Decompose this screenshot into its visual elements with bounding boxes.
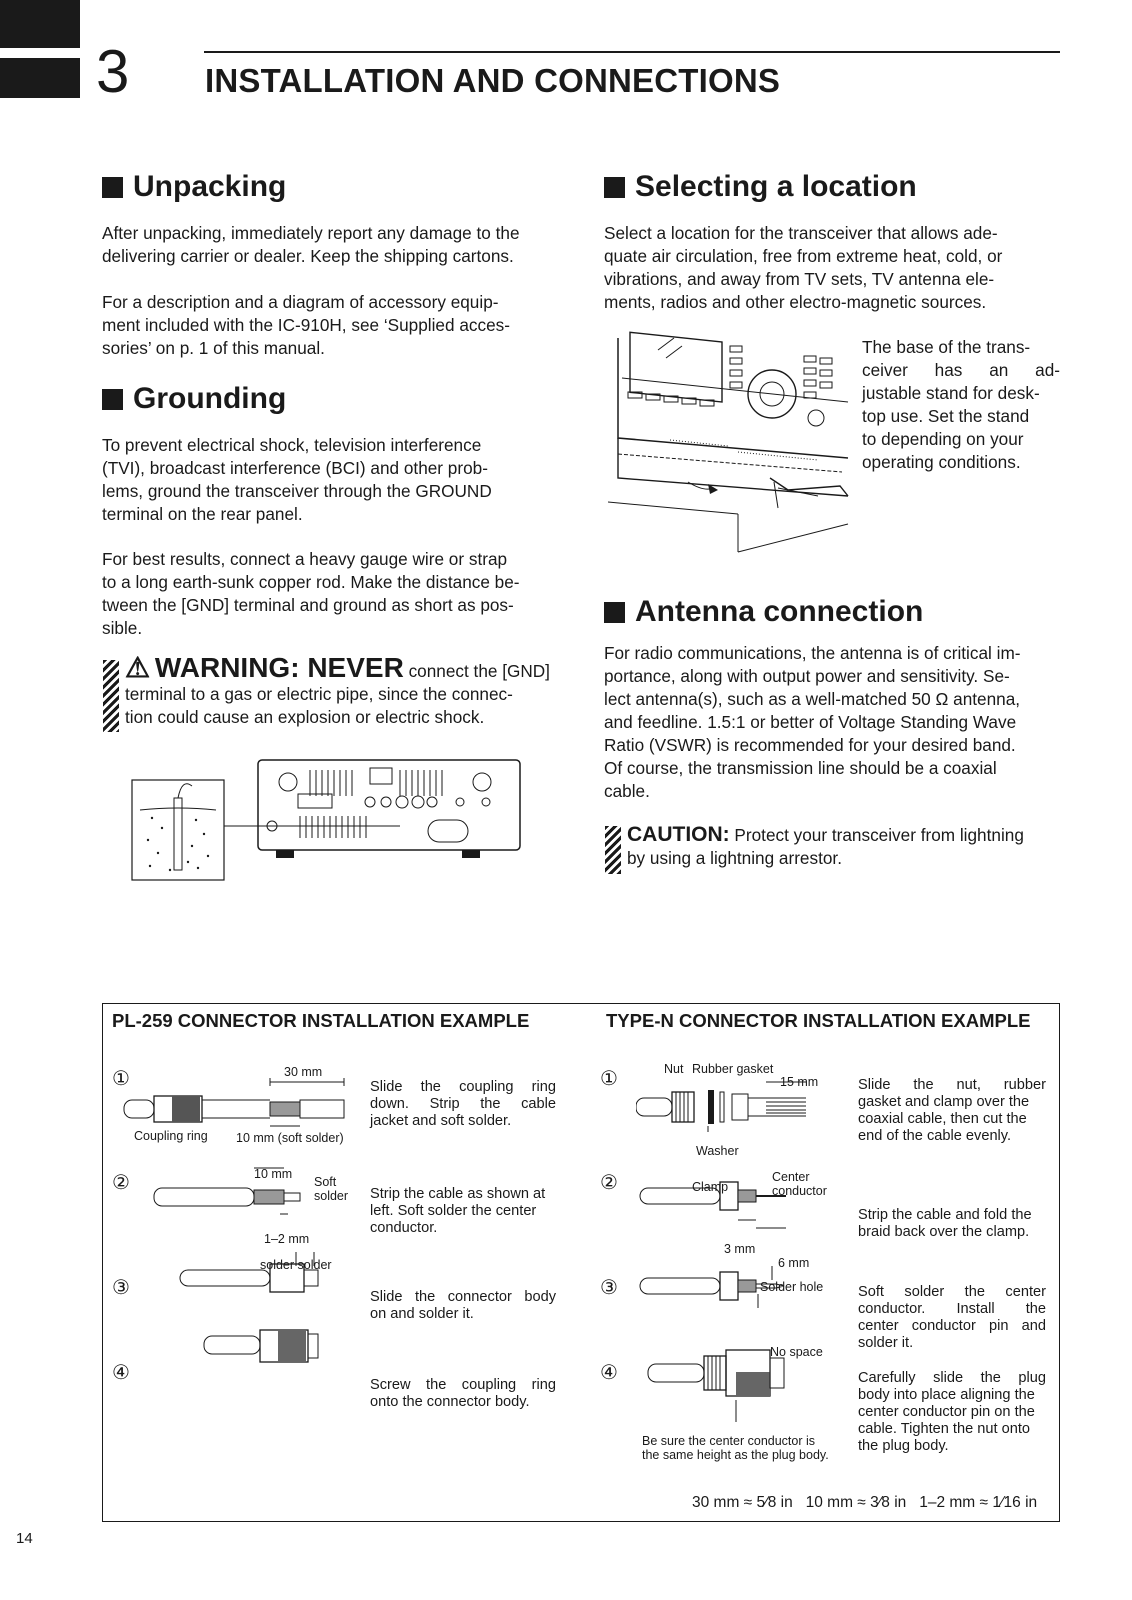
- page-number: 14: [16, 1530, 33, 1547]
- text-line: by using a lightning arrestor.: [627, 848, 842, 868]
- pl259-step-3-text: [370, 1289, 556, 1323]
- text-line: terminal on the rear panel.: [102, 504, 303, 524]
- typen-label-center: Center: [772, 1170, 810, 1184]
- text-line: portance, along with output power and sensitivity. Se-: [604, 666, 1010, 686]
- text-line: lect antenna(s), such as a well-matched 50 Ω antenna,: [604, 689, 1021, 709]
- typen-step-1-text: [858, 1077, 1046, 1145]
- text-line: to depending on your: [862, 429, 1024, 449]
- text-line: Protect your transceiver from lightning: [729, 825, 1024, 845]
- text-line: on and solder it.: [370, 1306, 474, 1322]
- text-line: ceiver has an ad-: [862, 360, 1060, 380]
- text-line: jacket and soft solder.: [370, 1113, 512, 1129]
- pl259-title: PL-259 CONNECTOR INSTALLATION EXAMPLE: [112, 1010, 530, 1031]
- text-line: quate air circulation, free from extreme heat, cold, or: [604, 246, 1003, 266]
- pl259-step-2-text: [370, 1186, 556, 1237]
- text-line: tion could cause an explosion or electric shock.: [125, 707, 485, 727]
- text-line: end of the cable evenly.: [858, 1128, 1012, 1144]
- typen-note-line-1: Be sure the center conductor is: [642, 1434, 816, 1448]
- text-line: Slide the nut, rubber: [858, 1077, 1046, 1093]
- text-line: sories’ on p. 1 of this manual.: [102, 338, 325, 358]
- pl259-step-1-text: [370, 1079, 556, 1130]
- text-line: To prevent electrical shock, television interference: [102, 435, 482, 455]
- pl259-step-4-number: ④: [112, 1362, 130, 1384]
- text-line: onto the connector body.: [370, 1394, 530, 1410]
- text-line: Screw the coupling ring: [370, 1377, 556, 1393]
- text-line: For radio communications, the antenna is of critical im-: [604, 643, 1021, 663]
- text-line: cable. Tighten the nut onto: [858, 1421, 1031, 1437]
- text-line: tween the [GND] terminal and ground as short as pos-: [102, 595, 514, 615]
- text-line: operating conditions.: [862, 452, 1021, 472]
- caution-label: CAUTION:: [627, 823, 730, 846]
- grounding-heading-text: Grounding: [133, 382, 287, 415]
- stand-description: [862, 336, 1060, 474]
- pl259-step-2-number: ②: [112, 1172, 130, 1194]
- pl259-label-soft: Soft: [314, 1175, 337, 1189]
- text-line: center conductor pin on the: [858, 1404, 1035, 1420]
- pl259-step-4-text: [370, 1377, 556, 1411]
- pl259-step-1-number: ①: [112, 1068, 130, 1090]
- text-line: center conductor pin and: [858, 1318, 1046, 1334]
- location-paragraph: [604, 222, 1060, 314]
- ground-connection-illustration: [130, 758, 530, 888]
- antenna-heading-text: Antenna connection: [635, 595, 924, 628]
- typen-label-conductor: conductor: [772, 1184, 827, 1198]
- unit-conversions: 30 mm ≈ 5⁄8 in 10 mm ≈ 3⁄8 in 1–2 mm ≈ 1⁄16 in: [692, 1494, 1038, 1511]
- typen-step-4-number: ④: [600, 1362, 618, 1384]
- text-line: Slide the connector body: [370, 1289, 556, 1305]
- typen-diagrams: [636, 1076, 846, 1456]
- text-line: top use. Set the stand: [862, 406, 1030, 426]
- text-line: Slide the coupling ring: [370, 1079, 556, 1095]
- text-line: Of course, the transmission line should be a coaxial: [604, 758, 997, 778]
- text-line: sible.: [102, 618, 143, 638]
- text-line: down. Strip the cable: [370, 1096, 556, 1112]
- text-line: The base of the trans-: [862, 337, 1031, 357]
- typen-step-3-text: [858, 1284, 1046, 1352]
- text-line: cable.: [604, 781, 650, 801]
- text-line: Strip the cable as shown at: [370, 1186, 546, 1202]
- text-line: delivering carrier or dealer. Keep the shipping cartons.: [102, 246, 514, 266]
- text-line: Soft solder the center: [858, 1284, 1046, 1300]
- typen-step-1-number: ①: [600, 1068, 618, 1090]
- text-line: coaxial cable, then cut the: [858, 1111, 1027, 1127]
- antenna-caution: [627, 823, 1067, 870]
- typen-step-2-number: ②: [600, 1172, 618, 1194]
- text-line: Carefully slide the plug: [858, 1370, 1046, 1386]
- text-line: the plug body.: [858, 1438, 949, 1454]
- grounding-heading: [102, 382, 286, 416]
- pl259-diagrams: [120, 1076, 360, 1396]
- typen-label-rubber-gasket: Rubber gasket: [692, 1062, 774, 1076]
- chapter-title: INSTALLATION AND CONNECTIONS: [205, 62, 781, 99]
- text-line: left. Soft solder the center: [370, 1203, 537, 1219]
- location-heading: [604, 170, 917, 204]
- heading-bullet: [604, 177, 625, 198]
- text-line: Select a location for the transceiver that allows ade-: [604, 223, 998, 243]
- typen-step-2-text: [858, 1207, 1046, 1241]
- typen-label-15mm: 15 mm: [780, 1075, 819, 1089]
- antenna-heading: [604, 595, 923, 629]
- unpacking-heading: [102, 170, 286, 204]
- warning-label: WARNING: NEVER: [154, 652, 404, 683]
- typen-label-no-space: No space: [770, 1345, 823, 1359]
- caution-hatch: [605, 826, 621, 874]
- text-line: body into place aligning the: [858, 1387, 1035, 1403]
- typen-note-line-2: the same height as the plug body.: [642, 1448, 829, 1462]
- text-line: Ratio (VSWR) is recommended for your desired band.: [604, 735, 1016, 755]
- typen-step-3-number: ③: [600, 1277, 618, 1299]
- pl259-step-3-number: ③: [112, 1277, 130, 1299]
- chapter-rule: [204, 51, 1060, 53]
- text-line: Strip the cable and fold the: [858, 1207, 1032, 1223]
- text-line: connect the [GND]: [403, 661, 550, 681]
- warning-hatch: [103, 660, 119, 732]
- text-line: lems, ground the transceiver through the GROUND: [102, 481, 492, 501]
- pl259-label-10mm: 10 mm: [254, 1167, 293, 1181]
- text-line: For best results, connect a heavy gauge wire or strap: [102, 549, 508, 569]
- text-line: ments, radios and other electro-magnetic sources.: [604, 292, 987, 312]
- pl259-label-1-2mm: 1–2 mm: [264, 1232, 310, 1246]
- heading-bullet: [102, 389, 123, 410]
- chapter-number: 3: [96, 38, 130, 105]
- grounding-paragraph-1: [102, 434, 558, 526]
- pl259-label-solder: solder: [314, 1189, 349, 1203]
- pl259-label-30mm: 30 mm: [284, 1065, 323, 1079]
- text-line: braid back over the clamp.: [858, 1224, 1030, 1240]
- transceiver-stand-illustration: [608, 328, 853, 554]
- unpacking-paragraph-2: [102, 291, 558, 360]
- pl259-label-solder-solder: solder solder: [260, 1258, 332, 1272]
- text-line: justable stand for desk-: [862, 383, 1040, 403]
- antenna-paragraph: [604, 642, 1060, 803]
- chapter-tab-bottom: [0, 58, 80, 98]
- text-line: (TVI), broadcast interference (BCI) and other prob-: [102, 458, 488, 478]
- typen-label-3mm: 3 mm: [724, 1242, 756, 1256]
- pl259-label-coupling-ring: Coupling ring: [134, 1129, 208, 1143]
- chapter-tab-top: [0, 0, 80, 48]
- pl259-label-10mm-soft-solder: 10 mm (soft solder): [236, 1131, 344, 1145]
- typen-label-washer: Washer: [696, 1144, 739, 1158]
- text-line: gasket and clamp over the: [858, 1094, 1030, 1110]
- text-line: conductor.: [370, 1220, 438, 1236]
- unpacking-heading-text: Unpacking: [133, 170, 287, 203]
- location-heading-text: Selecting a location: [635, 170, 917, 203]
- text-line: terminal to a gas or electric pipe, since the connec-: [125, 684, 513, 704]
- text-line: conductor. Install the: [858, 1301, 1046, 1317]
- unpacking-paragraph-1: [102, 222, 558, 268]
- text-line: After unpacking, immediately report any damage to the: [102, 223, 520, 243]
- text-line: For a description and a diagram of accessory equip-: [102, 292, 499, 312]
- typen-label-6mm: 6 mm: [778, 1256, 810, 1270]
- text-line: ment included with the IC-910H, see ‘Supplied acces-: [102, 315, 510, 335]
- typen-label-nut: Nut: [664, 1062, 684, 1076]
- grounding-paragraph-2: [102, 548, 558, 640]
- text-line: solder it.: [858, 1335, 914, 1351]
- text-line: vibrations, and away from TV sets, TV antenna ele-: [604, 269, 995, 289]
- typen-label-clamp: Clamp: [692, 1180, 729, 1194]
- typen-step-4-text: [858, 1370, 1046, 1455]
- grounding-warning: [125, 652, 565, 729]
- text-line: and feedline. 1.5:1 or better of Voltage Standing Wave: [604, 712, 1017, 732]
- heading-bullet: [604, 602, 625, 623]
- typen-title: TYPE-N CONNECTOR INSTALLATION EXAMPLE: [606, 1010, 1031, 1031]
- warning-icon: ⚠: [125, 652, 151, 683]
- heading-bullet: [102, 177, 123, 198]
- text-line: to a long earth-sunk copper rod. Make the distance be-: [102, 572, 520, 592]
- typen-label-solder-hole: Solder hole: [760, 1280, 824, 1294]
